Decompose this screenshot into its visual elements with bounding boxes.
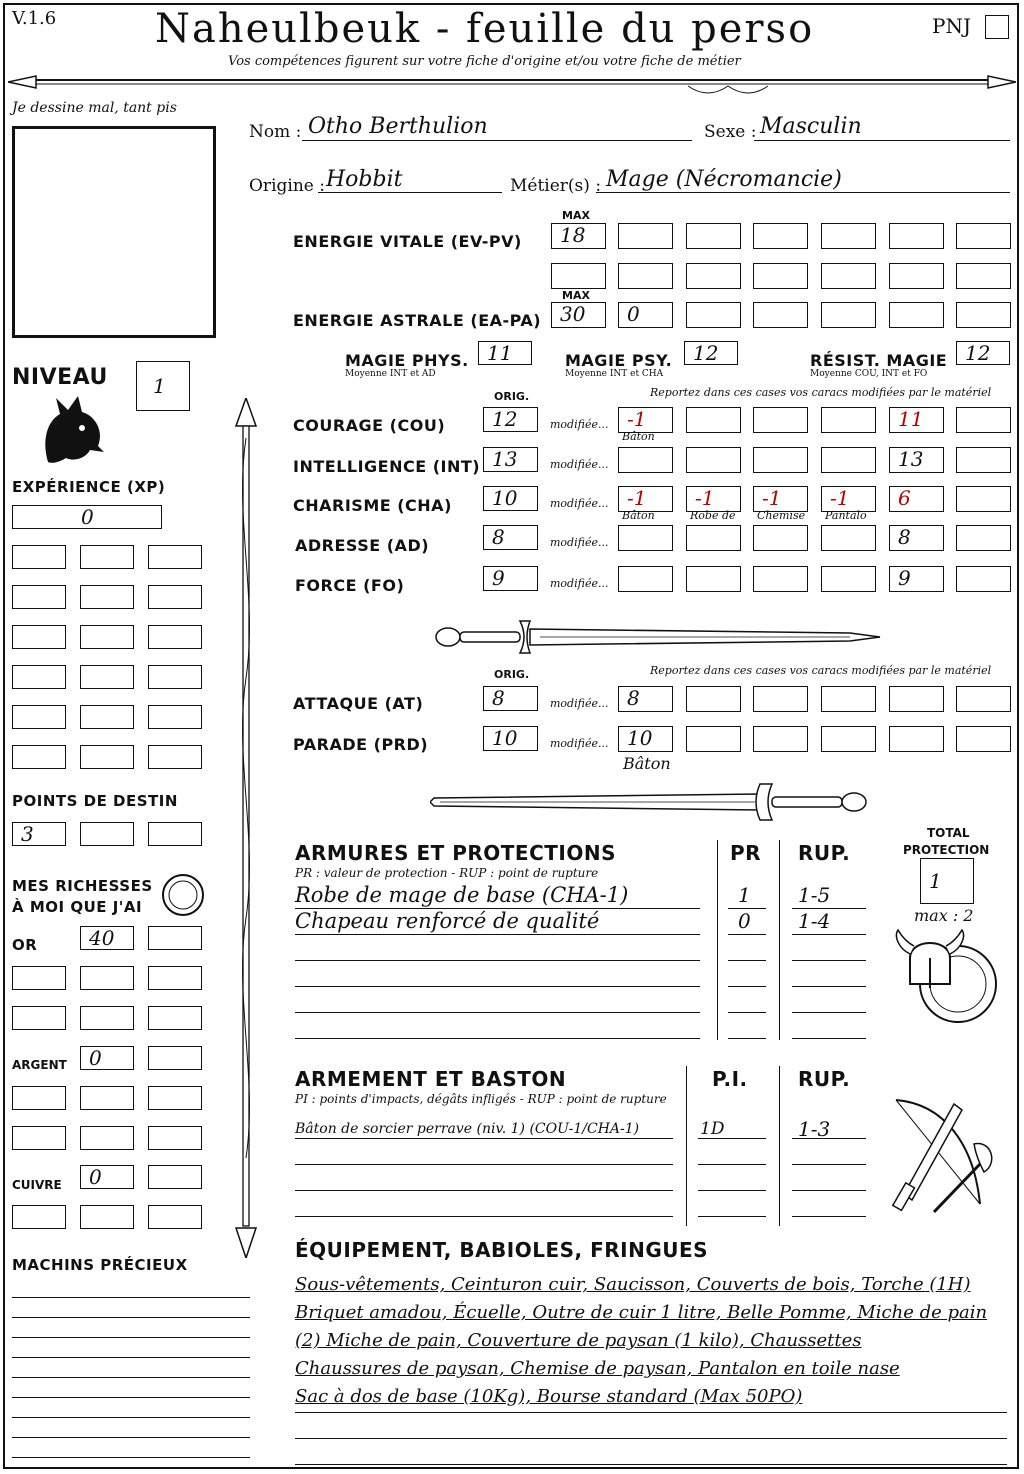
fo-mod-box-1[interactable] <box>618 566 673 592</box>
cuivre-box-2[interactable] <box>148 1165 202 1189</box>
prd-mod-box-1[interactable] <box>618 726 673 752</box>
metier-value[interactable]: Mage (Nécromancie) <box>606 167 842 192</box>
niveau-box[interactable]: 1 <box>136 361 190 411</box>
argent-grid-box-2-2[interactable] <box>80 1126 134 1150</box>
at-orig-box[interactable] <box>483 686 538 711</box>
argent-box-1[interactable] <box>80 1046 134 1070</box>
total-protection-label-1: TOTAL <box>927 826 970 840</box>
or-box-1[interactable] <box>80 926 134 950</box>
ea-max-label: MAX <box>562 289 590 302</box>
machins-line-7[interactable] <box>12 1417 250 1418</box>
cou-mod-box-2[interactable] <box>686 407 741 433</box>
int-orig-box-value: 13 <box>492 447 518 471</box>
ev-box-row2-4[interactable] <box>753 263 808 289</box>
at-modifie-label: modifiée... <box>550 697 609 710</box>
destin-box-2[interactable] <box>80 822 134 846</box>
armure-rup-line-3 <box>792 960 866 961</box>
armure-line-3 <box>295 960 700 961</box>
ev-label: ENERGIE VITALE (EV-PV) <box>293 232 522 251</box>
xp-grid-box-3-1[interactable] <box>12 625 66 649</box>
equip-line-4[interactable]: Chaussures de paysan, Chemise de paysan, Pantalon en toile nase <box>295 1358 900 1379</box>
cha-mod-note-2: Robe de <box>690 509 736 522</box>
resist-magie-note: Moyenne COU, INT et FO <box>810 369 928 379</box>
argent-box-2[interactable] <box>148 1046 202 1070</box>
cou-label: COURAGE (COU) <box>293 416 446 435</box>
armure-item-rup-1[interactable]: 1-5 <box>798 883 831 907</box>
armement-rup-label: RUP. <box>798 1067 851 1091</box>
cou-mod-note-1: Bâton <box>622 430 655 443</box>
ev-box-row2-6[interactable] <box>889 263 944 289</box>
machins-line-8[interactable] <box>12 1437 250 1438</box>
cha-mod-box-3-value: -1 <box>762 486 782 510</box>
int-mod-box-5[interactable] <box>889 447 944 473</box>
equip-line-1[interactable]: Sous-vêtements, Ceinturon cuir, Saucisson, Couverts de bois, Torche (1H) <box>295 1274 971 1295</box>
ad-orig-box-value: 8 <box>492 525 505 549</box>
at-mod-box-5[interactable] <box>889 686 944 712</box>
machins-line-6[interactable] <box>12 1397 250 1398</box>
arme-pi-line-3 <box>698 1190 766 1191</box>
or-grid-box-2-2[interactable] <box>80 1006 134 1030</box>
fo-mod-box-2[interactable] <box>686 566 741 592</box>
ad-orig-box[interactable] <box>483 525 538 550</box>
armure-item-name-1[interactable]: Robe de mage de base (CHA-1) <box>295 883 629 907</box>
prd-mod-box-2[interactable] <box>686 726 741 752</box>
cha-mod-box-5-value: 6 <box>898 486 911 510</box>
or-grid-box-1-1[interactable] <box>12 966 66 990</box>
int-label: INTELLIGENCE (INT) <box>293 457 481 476</box>
armures-pr-label: PR <box>730 841 762 865</box>
xp-grid-box-5-2[interactable] <box>80 705 134 729</box>
xp-grid-box-4-2[interactable] <box>80 665 134 689</box>
machins-line-3[interactable] <box>12 1337 250 1338</box>
armement-pi-label: P.I. <box>712 1067 748 1091</box>
sexe-label: Sexe : <box>704 122 757 142</box>
argent-grid-box-2-1[interactable] <box>12 1126 66 1150</box>
xp-grid-box-3-2[interactable] <box>80 625 134 649</box>
armure-rup-line-6 <box>792 1038 866 1039</box>
xp-grid-box-6-2[interactable] <box>80 745 134 769</box>
int-mod-box-5-value: 13 <box>898 447 924 471</box>
fo-mod-box-4[interactable] <box>821 566 876 592</box>
machins-line-5[interactable] <box>12 1377 250 1378</box>
or-box-2[interactable] <box>148 926 202 950</box>
cuivre-box-1[interactable] <box>80 1165 134 1189</box>
richesses-label-2: À MOI QUE J'AI <box>12 898 143 916</box>
cha-label: CHARISME (CHA) <box>293 496 452 515</box>
machins-line-1[interactable] <box>12 1297 250 1298</box>
magie-psy-note: Moyenne INT et CHA <box>565 369 664 379</box>
at-mod-box-3[interactable] <box>753 686 808 712</box>
destin-box-3[interactable] <box>148 822 202 846</box>
ev-box-4[interactable] <box>753 223 808 249</box>
spear-divider-icon <box>8 66 1016 102</box>
sexe-value[interactable]: Masculin <box>760 114 862 139</box>
resist-magie-label: RÉSIST. MAGIE <box>810 351 948 370</box>
at-mod-box-2[interactable] <box>686 686 741 712</box>
argent-grid-box-1-3[interactable] <box>148 1086 202 1110</box>
armures-divider-2 <box>779 840 780 1040</box>
int-mod-box-1[interactable] <box>618 447 673 473</box>
xp-grid-box-2-1[interactable] <box>12 585 66 609</box>
ad-mod-box-6[interactable] <box>956 525 1011 551</box>
xp-grid-box-2-3[interactable] <box>148 585 202 609</box>
total-protection-label-2: PROTECTION <box>903 843 990 857</box>
prd-mod-box-4[interactable] <box>821 726 876 752</box>
xp-label: EXPÉRIENCE (XP) <box>12 478 166 496</box>
page-title: Naheulbeuk - feuille du perso <box>155 6 815 52</box>
or-grid-box-2-3[interactable] <box>148 1006 202 1030</box>
armures-title: ARMURES ET PROTECTIONS <box>295 841 616 865</box>
ea-box-6[interactable] <box>889 302 944 328</box>
destin-label: POINTS DE DESTIN <box>12 792 178 810</box>
int-mod-box-3[interactable] <box>753 447 808 473</box>
int-orig-box[interactable] <box>483 447 538 472</box>
ea-box-4[interactable] <box>753 302 808 328</box>
xp-grid-box-1-1[interactable] <box>12 545 66 569</box>
or-box-1-value: 40 <box>89 926 115 950</box>
xp-grid-box-1-3[interactable] <box>148 545 202 569</box>
xp-grid-box-3-3[interactable] <box>148 625 202 649</box>
ev-max-label: MAX <box>562 209 590 222</box>
cou-modifie-label: modifiée... <box>550 418 609 431</box>
armure-line-5 <box>295 1012 700 1013</box>
int-mod-box-2[interactable] <box>686 447 741 473</box>
cou-orig-box-value: 12 <box>492 407 518 431</box>
ea-box-7[interactable] <box>956 302 1011 328</box>
pnj-checkbox[interactable] <box>985 15 1009 39</box>
coin-icon <box>160 872 206 918</box>
ev-box-6[interactable] <box>889 223 944 249</box>
arme-rup-line-4 <box>792 1216 866 1217</box>
int-mod-box-6[interactable] <box>956 447 1011 473</box>
ea-label: ENERGIE ASTRALE (EA-PA) <box>293 311 542 330</box>
cou-mod-box-3[interactable] <box>753 407 808 433</box>
at-mod-box-4[interactable] <box>821 686 876 712</box>
at-orig-box-value: 8 <box>492 686 505 710</box>
at-mod-box-1[interactable] <box>618 686 673 712</box>
arme-pi-line-4 <box>698 1216 766 1217</box>
armures-divider-1 <box>717 840 718 1040</box>
ad-mod-box-3[interactable] <box>753 525 808 551</box>
origine-label: Origine : <box>249 176 325 196</box>
portrait-box[interactable] <box>12 126 216 338</box>
xp-grid-box-2-2[interactable] <box>80 585 134 609</box>
armure-pr-line-6 <box>728 1038 766 1039</box>
armure-rup-line-4 <box>792 986 866 987</box>
arme-line-4 <box>295 1216 673 1217</box>
cha-orig-box[interactable] <box>483 486 538 511</box>
armement-title: ARMEMENT ET BASTON <box>295 1067 567 1091</box>
equip-blank-line-3[interactable] <box>295 1464 1007 1465</box>
or-grid-box-1-3[interactable] <box>148 966 202 990</box>
fo-mod-box-5[interactable] <box>889 566 944 592</box>
ad-mod-box-5[interactable] <box>889 525 944 551</box>
armures-rup-label: RUP. <box>798 841 851 865</box>
ev-box-7[interactable] <box>956 223 1011 249</box>
xp-grid-box-4-1[interactable] <box>12 665 66 689</box>
portrait-caption: Je dessine mal, tant pis <box>12 100 177 116</box>
destin-box-1-value: 3 <box>21 822 34 846</box>
version-label: V.1.6 <box>12 8 57 29</box>
caracs-report-note: Reportez dans ces cases vos caracs modifiées par le matériel <box>650 386 992 399</box>
total-protection-box[interactable]: 1 <box>920 858 974 904</box>
arme-item-rup-1[interactable]: 1-3 <box>798 1117 831 1141</box>
dragon-icon <box>38 392 106 464</box>
cha-mod-note-1: Bâton <box>622 509 655 522</box>
cuivre-label: CUIVRE <box>12 1178 62 1192</box>
fo-orig-box-value: 9 <box>492 566 505 590</box>
armures-note: PR : valeur de protection - RUP : point de rupture <box>295 866 599 880</box>
magie-psy-box[interactable]: 12 <box>684 341 738 365</box>
ev-box-1[interactable] <box>551 223 606 249</box>
armure-line-2 <box>295 934 700 935</box>
or-label: OR <box>12 936 38 954</box>
magie-phys-label: MAGIE PHYS. <box>345 351 469 370</box>
armure-line-6 <box>295 1038 700 1039</box>
cou-mod-box-6[interactable] <box>956 407 1011 433</box>
fo-mod-box-6[interactable] <box>956 566 1011 592</box>
ev-box-1-value: 18 <box>560 223 586 247</box>
argent-grid-box-1-2[interactable] <box>80 1086 134 1110</box>
cou-mod-box-4[interactable] <box>821 407 876 433</box>
arme-line-2 <box>295 1164 673 1165</box>
prd-modifie-label: modifiée... <box>550 737 609 750</box>
armure-rup-line-5 <box>792 1012 866 1013</box>
cou-mod-box-5-value: 11 <box>898 407 924 431</box>
prd-note: Bâton <box>623 754 671 773</box>
combat-report-note: Reportez dans ces cases vos caracs modifiées par le matériel <box>650 664 992 677</box>
prd-mod-box-6[interactable] <box>956 726 1011 752</box>
xp-box[interactable]: 0 <box>12 505 162 529</box>
equip-blank-line-1[interactable] <box>295 1412 1007 1413</box>
at-label: ATTAQUE (AT) <box>293 694 424 713</box>
armure-pr-line-4 <box>728 986 766 987</box>
ev-box-3[interactable] <box>686 223 741 249</box>
xp-grid-box-5-3[interactable] <box>148 705 202 729</box>
machins-label: MACHINS PRÉCIEUX <box>12 1256 188 1274</box>
or-grid-box-2-1[interactable] <box>12 1006 66 1030</box>
caracs-orig-label: ORIG. <box>494 390 530 403</box>
int-mod-box-4[interactable] <box>821 447 876 473</box>
nom-value[interactable]: Otho Berthulion <box>308 114 488 139</box>
magie-phys-note: Moyenne INT et AD <box>345 369 436 379</box>
arme-item-pi-1[interactable]: 1D <box>700 1119 725 1139</box>
cou-mod-box-5[interactable] <box>889 407 944 433</box>
equip-line-2[interactable]: Briquet amadou, Écuelle, Outre de cuir 1 litre, Belle Pomme, Miche de pain <box>295 1302 988 1323</box>
equip-line-3[interactable]: (2) Miche de pain, Couverture de paysan (1 kilo), Chaussettes <box>295 1330 862 1351</box>
cha-orig-box-value: 10 <box>492 486 518 510</box>
ad-mod-box-2[interactable] <box>686 525 741 551</box>
ad-modifie-label: modifiée... <box>550 536 609 549</box>
armure-rup-line-2 <box>792 934 866 935</box>
fo-mod-box-3[interactable] <box>753 566 808 592</box>
niveau-label: NIVEAU <box>12 365 108 390</box>
ev-box-5[interactable] <box>821 223 876 249</box>
ad-mod-box-1[interactable] <box>618 525 673 551</box>
armement-note: PI : points d'impacts, dégâts infligés - RUP : point de rupture <box>295 1092 667 1106</box>
equipement-title: ÉQUIPEMENT, BABIOLES, FRINGUES <box>295 1238 709 1262</box>
prd-orig-box[interactable] <box>483 726 538 751</box>
sexe-line <box>754 140 1010 141</box>
machins-line-9[interactable] <box>12 1457 250 1458</box>
prd-mod-box-5[interactable] <box>889 726 944 752</box>
nom-label: Nom : <box>249 122 302 142</box>
at-mod-box-6[interactable] <box>956 686 1011 712</box>
ea-box-2-value: 0 <box>627 302 640 326</box>
fo-orig-box[interactable] <box>483 566 538 591</box>
origine-value[interactable]: Hobbit <box>326 167 403 192</box>
ea-box-5[interactable] <box>821 302 876 328</box>
cuivre-grid-box-1[interactable] <box>12 1205 66 1229</box>
armure-pr-line-3 <box>728 960 766 961</box>
armure-item-name-2[interactable]: Chapeau renforcé de qualité <box>295 909 600 933</box>
armure-item-rup-2[interactable]: 1-4 <box>798 909 831 933</box>
xp-grid-box-1-2[interactable] <box>80 545 134 569</box>
max-protection-note: max : 2 <box>914 906 974 925</box>
ev-box-row2-2[interactable] <box>618 263 673 289</box>
arme-rup-line-3 <box>792 1190 866 1191</box>
origine-line <box>318 192 502 193</box>
cuivre-box-1-value: 0 <box>89 1165 102 1189</box>
ea-box-1-value: 30 <box>560 302 586 326</box>
weapons-icon <box>884 1094 1004 1218</box>
prd-orig-box-value: 10 <box>492 726 518 750</box>
argent-box-1-value: 0 <box>89 1046 102 1070</box>
arme-line-3 <box>295 1190 673 1191</box>
cuivre-grid-box-3[interactable] <box>148 1205 202 1229</box>
armure-item-pr-2[interactable]: 0 <box>738 909 751 933</box>
metier-line <box>596 192 1010 193</box>
int-modifie-label: modifiée... <box>550 458 609 471</box>
metier-label: Métier(s) : <box>510 176 602 196</box>
cha-modifie-label: modifiée... <box>550 497 609 510</box>
or-grid-box-1-2[interactable] <box>80 966 134 990</box>
arme-pi-line-2 <box>698 1164 766 1165</box>
spear-icon <box>228 398 264 1258</box>
armure-pr-line-2 <box>728 934 766 935</box>
argent-grid-box-1-1[interactable] <box>12 1086 66 1110</box>
cou-mod-box-1-value: -1 <box>627 407 647 431</box>
armure-pr-line-5 <box>728 1012 766 1013</box>
sword-icon <box>430 615 882 659</box>
cuivre-grid-box-2[interactable] <box>80 1205 134 1229</box>
arme-rup-line-2 <box>792 1164 866 1165</box>
sword-icon-2 <box>430 780 872 824</box>
xp-grid-box-4-3[interactable] <box>148 665 202 689</box>
cou-orig-box[interactable] <box>483 407 538 432</box>
cha-mod-note-3: Chemise <box>757 509 806 522</box>
ea-box-2[interactable] <box>618 302 673 328</box>
helmet-shield-icon <box>890 928 1000 1032</box>
armement-divider-1 <box>686 1066 687 1226</box>
ad-mod-box-5-value: 8 <box>898 525 911 549</box>
ev-box-2[interactable] <box>618 223 673 249</box>
ad-mod-box-4[interactable] <box>821 525 876 551</box>
combat-orig-label: ORIG. <box>494 668 530 681</box>
cha-mod-box-2-value: -1 <box>695 486 715 510</box>
xp-grid-box-6-3[interactable] <box>148 745 202 769</box>
machins-line-4[interactable] <box>12 1357 250 1358</box>
cha-mod-box-5[interactable] <box>889 486 944 512</box>
pnj-label: PNJ <box>932 14 971 38</box>
cha-mod-box-4-value: -1 <box>830 486 850 510</box>
cha-mod-note-4: Pantalo <box>825 509 867 522</box>
ad-label: ADRESSE (AD) <box>295 536 430 555</box>
magie-phys-box[interactable]: 11 <box>478 341 532 365</box>
argent-label: ARGENT <box>12 1058 67 1072</box>
ea-box-1[interactable] <box>551 302 606 328</box>
equip-blank-line-2[interactable] <box>295 1438 1007 1439</box>
cha-mod-box-6[interactable] <box>956 486 1011 512</box>
arme-line-1 <box>295 1138 673 1139</box>
prd-mod-box-1-value: 10 <box>627 726 653 750</box>
fo-modifie-label: modifiée... <box>550 577 609 590</box>
machins-line-2[interactable] <box>12 1317 250 1318</box>
richesses-label-1: MES RICHESSES <box>12 877 153 895</box>
xp-grid-box-6-1[interactable] <box>12 745 66 769</box>
cha-mod-box-1-value: -1 <box>627 486 647 510</box>
armure-item-pr-1[interactable]: 1 <box>738 883 751 907</box>
magie-psy-label: MAGIE PSY. <box>565 351 673 370</box>
nom-line <box>302 140 692 141</box>
fo-mod-box-5-value: 9 <box>898 566 911 590</box>
destin-box-1[interactable] <box>12 822 66 846</box>
ev-box-row2-1[interactable] <box>551 263 606 289</box>
equip-line-5[interactable]: Sac à dos de base (10Kg), Bourse standard (Max 50PO) <box>295 1386 803 1407</box>
at-mod-box-1-value: 8 <box>627 686 640 710</box>
resist-magie-box[interactable]: 12 <box>956 341 1010 365</box>
fo-label: FORCE (FO) <box>295 576 405 595</box>
ev-box-row2-7[interactable] <box>956 263 1011 289</box>
ev-box-row2-3[interactable] <box>686 263 741 289</box>
xp-grid-box-5-1[interactable] <box>12 705 66 729</box>
arme-item-name-1[interactable]: Bâton de sorcier perrave (niv. 1) (COU-1/CHA-1) <box>295 1121 640 1137</box>
ea-box-3[interactable] <box>686 302 741 328</box>
page-subtitle: Vos compétences figurent sur votre fiche d'origine et/ou votre fiche de métier <box>228 54 741 69</box>
argent-grid-box-2-3[interactable] <box>148 1126 202 1150</box>
armement-divider-2 <box>779 1066 780 1226</box>
prd-label: PARADE (PRD) <box>293 735 429 754</box>
prd-mod-box-3[interactable] <box>753 726 808 752</box>
armure-line-4 <box>295 986 700 987</box>
ev-box-row2-5[interactable] <box>821 263 876 289</box>
